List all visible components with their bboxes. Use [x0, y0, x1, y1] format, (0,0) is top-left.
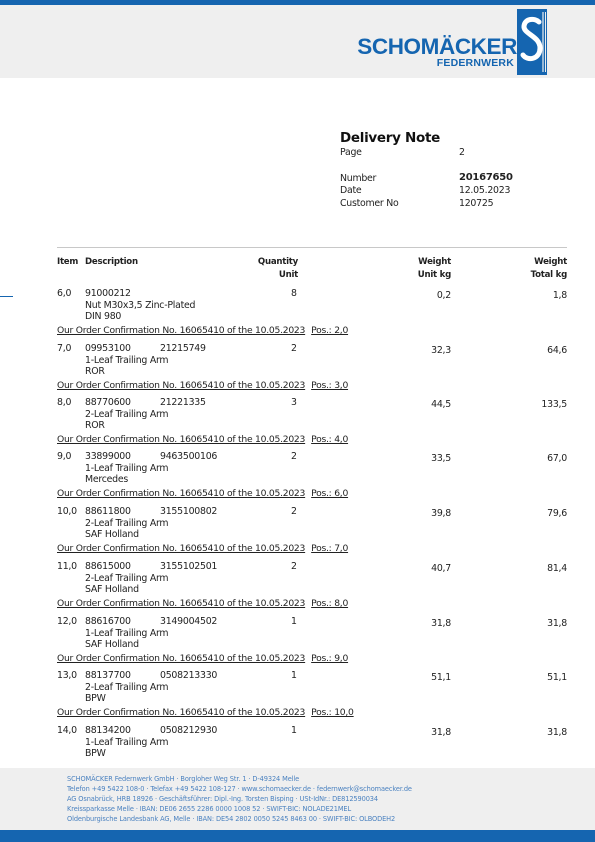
row-item-number: 9,0	[57, 451, 72, 462]
row-quantity: 8	[291, 288, 297, 299]
row-weight-total: 79,6	[547, 508, 567, 519]
order-position: Pos.: 9,0	[311, 653, 349, 664]
page-label: Page	[340, 147, 362, 158]
row-description: 2-Leaf Trailing Arm	[85, 681, 169, 693]
footer-line-contact: Telefon +49 5422 108-0 · Telefax +49 5422 108-127 · www.schomaecker.de · federnwerk@schomaecker.de	[67, 785, 412, 793]
row-weight-total: 1,8	[552, 290, 567, 301]
order-confirmation-reference	[57, 707, 354, 718]
row-quantity: 2	[291, 506, 297, 517]
row-description-detail: BPW	[85, 748, 106, 759]
number-label: Number	[340, 173, 377, 184]
row-weight-unit: 31,8	[431, 727, 451, 738]
row-weight-total: 67,0	[547, 453, 567, 464]
row-description-detail: BPW	[85, 693, 106, 704]
date-label: Date	[340, 185, 362, 196]
order-confirmation-text: Our Order Confirmation No. 16065410 of the 10.05.2023	[57, 653, 306, 664]
row-article-number: 88137700	[85, 670, 131, 681]
row-weight-total: 31,8	[547, 618, 567, 629]
row-weight-unit: 51,1	[431, 672, 451, 683]
row-quantity: 1	[291, 670, 297, 681]
row-weight-total: 81,4	[547, 563, 567, 574]
logo-subtitle: FEDERNWERK	[436, 57, 514, 69]
row-quantity: 1	[291, 725, 297, 736]
order-confirmation-reference	[57, 380, 348, 391]
row-customer-article-number: 9463500106	[160, 451, 218, 462]
row-description-detail: Mercedes	[85, 474, 129, 485]
footer-line-address: SCHOMÄCKER Federnwerk GmbH · Borgloher Weg Str. 1 · D-49324 Melle	[67, 775, 300, 783]
order-confirmation-text: Our Order Confirmation No. 16065410 of the 10.05.2023	[57, 488, 306, 499]
fold-mark	[0, 296, 13, 297]
header-weight-unit: Weight Unit kg	[417, 257, 451, 280]
number-value: 20167650	[459, 172, 513, 183]
footer-line-bank-1: Kreissparkasse Melle · IBAN: DE06 2655 2286 0000 1008 52 · SWIFT-BIC: NOLADE21MEL	[67, 805, 352, 813]
order-position: Pos.: 7,0	[311, 543, 349, 554]
order-confirmation-text: Our Order Confirmation No. 16065410 of the 10.05.2023	[57, 598, 306, 609]
footer-line-bank-2: Oldenburgische Landesbank AG, Melle · IBAN: DE54 2802 0050 5245 8463 00 · SWIFT-BIC: OLBODEH2	[67, 815, 396, 823]
row-quantity: 3	[291, 397, 297, 408]
order-confirmation-text: Our Order Confirmation No. 16065410 of the 10.05.2023	[57, 543, 306, 554]
row-article-number: 88770600	[85, 397, 131, 408]
row-weight-unit: 33,5	[431, 453, 451, 464]
row-weight-unit: 0,2	[436, 290, 451, 301]
page-value: 2	[459, 147, 465, 158]
row-article-number: 88615000	[85, 561, 131, 572]
logo-s-emblem-icon	[517, 9, 547, 75]
company-logo	[357, 9, 547, 75]
order-confirmation-text: Our Order Confirmation No. 16065410 of the 10.05.2023	[57, 325, 306, 336]
order-position: Pos.: 3,0	[311, 380, 349, 391]
footer-line-register: AG Osnabrück, HRB 18926 · Geschäftsführer: Dipl.-Ing. Torsten Bisping · USt-IdNr.: DE812590034	[67, 795, 378, 803]
order-confirmation-reference	[57, 488, 348, 499]
order-position: Pos.: 8,0	[311, 598, 349, 609]
row-description: Nut M30x3,5 Zinc-Plated	[85, 299, 196, 311]
row-customer-article-number: 21215749	[160, 343, 206, 354]
row-description-detail: ROR	[85, 420, 105, 431]
row-weight-unit: 32,3	[431, 345, 451, 356]
order-confirmation-text: Our Order Confirmation No. 16065410 of the 10.05.2023	[57, 380, 306, 391]
row-description: 1-Leaf Trailing Arm	[85, 627, 169, 639]
row-item-number: 12,0	[57, 616, 77, 627]
row-weight-unit: 31,8	[431, 618, 451, 629]
row-description: 2-Leaf Trailing Arm	[85, 408, 169, 420]
row-item-number: 11,0	[57, 561, 77, 572]
order-position: Pos.: 4,0	[311, 434, 349, 445]
order-confirmation-reference	[57, 325, 348, 336]
row-description: 1-Leaf Trailing Arm	[85, 462, 169, 474]
bottom-accent-bar	[0, 830, 595, 842]
row-description-detail: SAF Holland	[85, 639, 139, 650]
row-article-number: 88134200	[85, 725, 131, 736]
header-item: Item	[57, 257, 79, 267]
table-top-rule	[57, 247, 567, 248]
row-quantity: 2	[291, 561, 297, 572]
row-customer-article-number: 3155102501	[160, 561, 218, 572]
order-confirmation-text: Our Order Confirmation No. 16065410 of the 10.05.2023	[57, 434, 306, 445]
header-quantity: Quantity Unit	[257, 257, 298, 280]
row-weight-unit: 40,7	[431, 563, 451, 574]
row-description-detail: ROR	[85, 366, 105, 377]
row-description: 2-Leaf Trailing Arm	[85, 572, 169, 584]
row-weight-total: 64,6	[547, 345, 567, 356]
row-description-detail: DIN 980	[85, 311, 122, 322]
row-quantity: 1	[291, 616, 297, 627]
row-description: 1-Leaf Trailing Arm	[85, 736, 169, 748]
row-article-number: 88616700	[85, 616, 131, 627]
order-confirmation-text: Our Order Confirmation No. 16065410 of the 10.05.2023	[57, 707, 306, 718]
row-article-number: 09953100	[85, 343, 131, 354]
row-weight-unit: 44,5	[431, 399, 451, 410]
row-weight-total: 31,8	[547, 727, 567, 738]
row-article-number: 91000212	[85, 288, 131, 299]
row-article-number: 33899000	[85, 451, 131, 462]
order-confirmation-reference	[57, 543, 348, 554]
row-customer-article-number: 21221335	[160, 397, 206, 408]
document-title: Delivery Note	[340, 130, 441, 146]
row-customer-article-number: 0508212930	[160, 725, 218, 736]
order-confirmation-reference	[57, 598, 348, 609]
row-item-number: 10,0	[57, 506, 77, 517]
row-customer-article-number: 3155100802	[160, 506, 218, 517]
order-confirmation-reference	[57, 434, 348, 445]
row-item-number: 14,0	[57, 725, 77, 736]
header-weight-total: Weight Total kg	[530, 257, 567, 280]
row-quantity: 2	[291, 343, 297, 354]
logo-wordmark: SCHOMÄCKER	[357, 34, 517, 59]
letterhead	[0, 5, 595, 78]
row-weight-total: 51,1	[547, 672, 567, 683]
footer	[0, 768, 595, 830]
order-confirmation-reference	[57, 653, 348, 664]
row-customer-article-number: 0508213330	[160, 670, 218, 681]
row-weight-unit: 39,8	[431, 508, 451, 519]
row-item-number: 6,0	[57, 288, 72, 299]
row-description-detail: SAF Holland	[85, 584, 139, 595]
date-value: 12.05.2023	[459, 185, 511, 196]
row-item-number: 8,0	[57, 397, 72, 408]
row-description: 1-Leaf Trailing Arm	[85, 354, 169, 366]
order-position: Pos.: 2,0	[311, 325, 349, 336]
customer-label: Customer No	[340, 198, 399, 209]
customer-value: 120725	[459, 198, 494, 209]
row-description-detail: SAF Holland	[85, 529, 139, 540]
row-customer-article-number: 3149004502	[160, 616, 218, 627]
order-position: Pos.: 10,0	[311, 707, 354, 718]
row-quantity: 2	[291, 451, 297, 462]
row-item-number: 7,0	[57, 343, 72, 354]
order-position: Pos.: 6,0	[311, 488, 349, 499]
header-description: Description	[85, 257, 138, 267]
row-article-number: 88611800	[85, 506, 131, 517]
row-weight-total: 133,5	[541, 399, 567, 410]
row-description: 2-Leaf Trailing Arm	[85, 517, 169, 529]
row-item-number: 13,0	[57, 670, 77, 681]
